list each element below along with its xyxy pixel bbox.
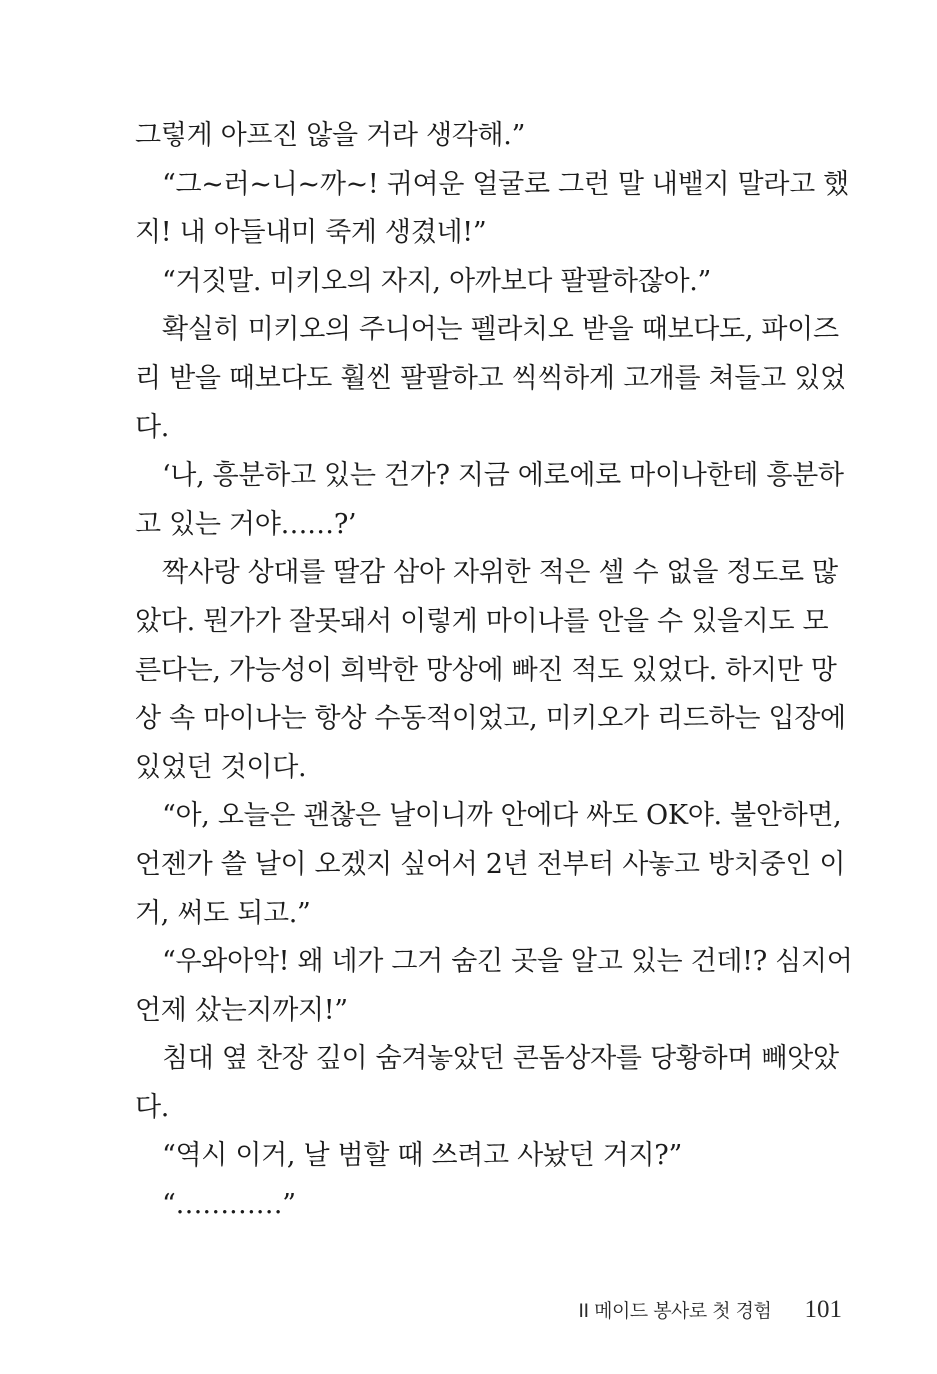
text-line: 짝사랑 상대를 딸감 삼아 자위한 적은 셀 수 없을 정도로 많: [162, 557, 838, 589]
text-line: 다.: [135, 1091, 170, 1123]
text-line: 른다는, 가능성이 희박한 망상에 빠진 적도 있었다. 하지만 망: [135, 654, 837, 686]
text-line: ‘나, 흥분하고 있는 건가? 지금 에로에로 마이나한테 흥분하: [162, 460, 844, 492]
text-line: “거짓말. 미키오의 자지, 아까보다 팔팔하잖아.”: [162, 265, 712, 297]
text-line: “우와아악! 왜 네가 그거 숨긴 곳을 알고 있는 건데!? 심지어: [162, 946, 853, 978]
text-line: 다.: [135, 411, 170, 443]
text-line: “역시 이거, 날 범할 때 쓰려고 사놨던 거지?”: [162, 1140, 682, 1172]
text-line: 확실히 미키오의 주니어는 펠라치오 받을 때보다도, 파이즈: [162, 314, 839, 346]
text-line: “그~러~니~까~! 귀여운 얼굴로 그런 말 내뱉지 말라고 했: [162, 168, 849, 200]
text-line: 그렇게 아프진 않을 거라 생각해.”: [135, 120, 526, 151]
text-line: 침대 옆 찬장 깊이 숨겨놓았던 콘돔상자를 당황하며 빼앗았: [162, 1043, 839, 1075]
page-body-text: [135, 112, 853, 1230]
text-line: 지! 내 아들내미 죽게 생겼네!”: [135, 217, 487, 249]
text-line: 리 받을 때보다도 훨씬 팔팔하고 씩씩하게 고개를 쳐들고 있었: [135, 362, 846, 394]
text-line: 상 속 마이나는 항상 수동적이었고, 미키오가 리드하는 입장에: [135, 703, 846, 735]
text-line: “아, 오늘은 괜찮은 날이니까 안에다 싸도 OK야. 불안하면,: [162, 800, 842, 832]
page-footer: [578, 1290, 842, 1330]
text-line: 았다. 뭔가가 잘못돼서 이렇게 마이나를 안을 수 있을지도 모: [135, 605, 829, 637]
text-line: “…………”: [162, 1189, 296, 1221]
running-chapter-title: II 메이드 봉사로 첫 경험: [578, 1300, 772, 1322]
page-number: 101: [804, 1296, 842, 1323]
text-line: 고 있는 거야……?’: [135, 508, 357, 540]
text-line: 거, 써도 되고.”: [135, 897, 311, 929]
text-line: 있었던 것이다.: [135, 751, 307, 783]
text-line: 언제 샀는지까지!”: [135, 994, 348, 1026]
text-line: 언젠가 쓸 날이 오겠지 싶어서 2년 전부터 사놓고 방치중인 이: [135, 848, 846, 880]
